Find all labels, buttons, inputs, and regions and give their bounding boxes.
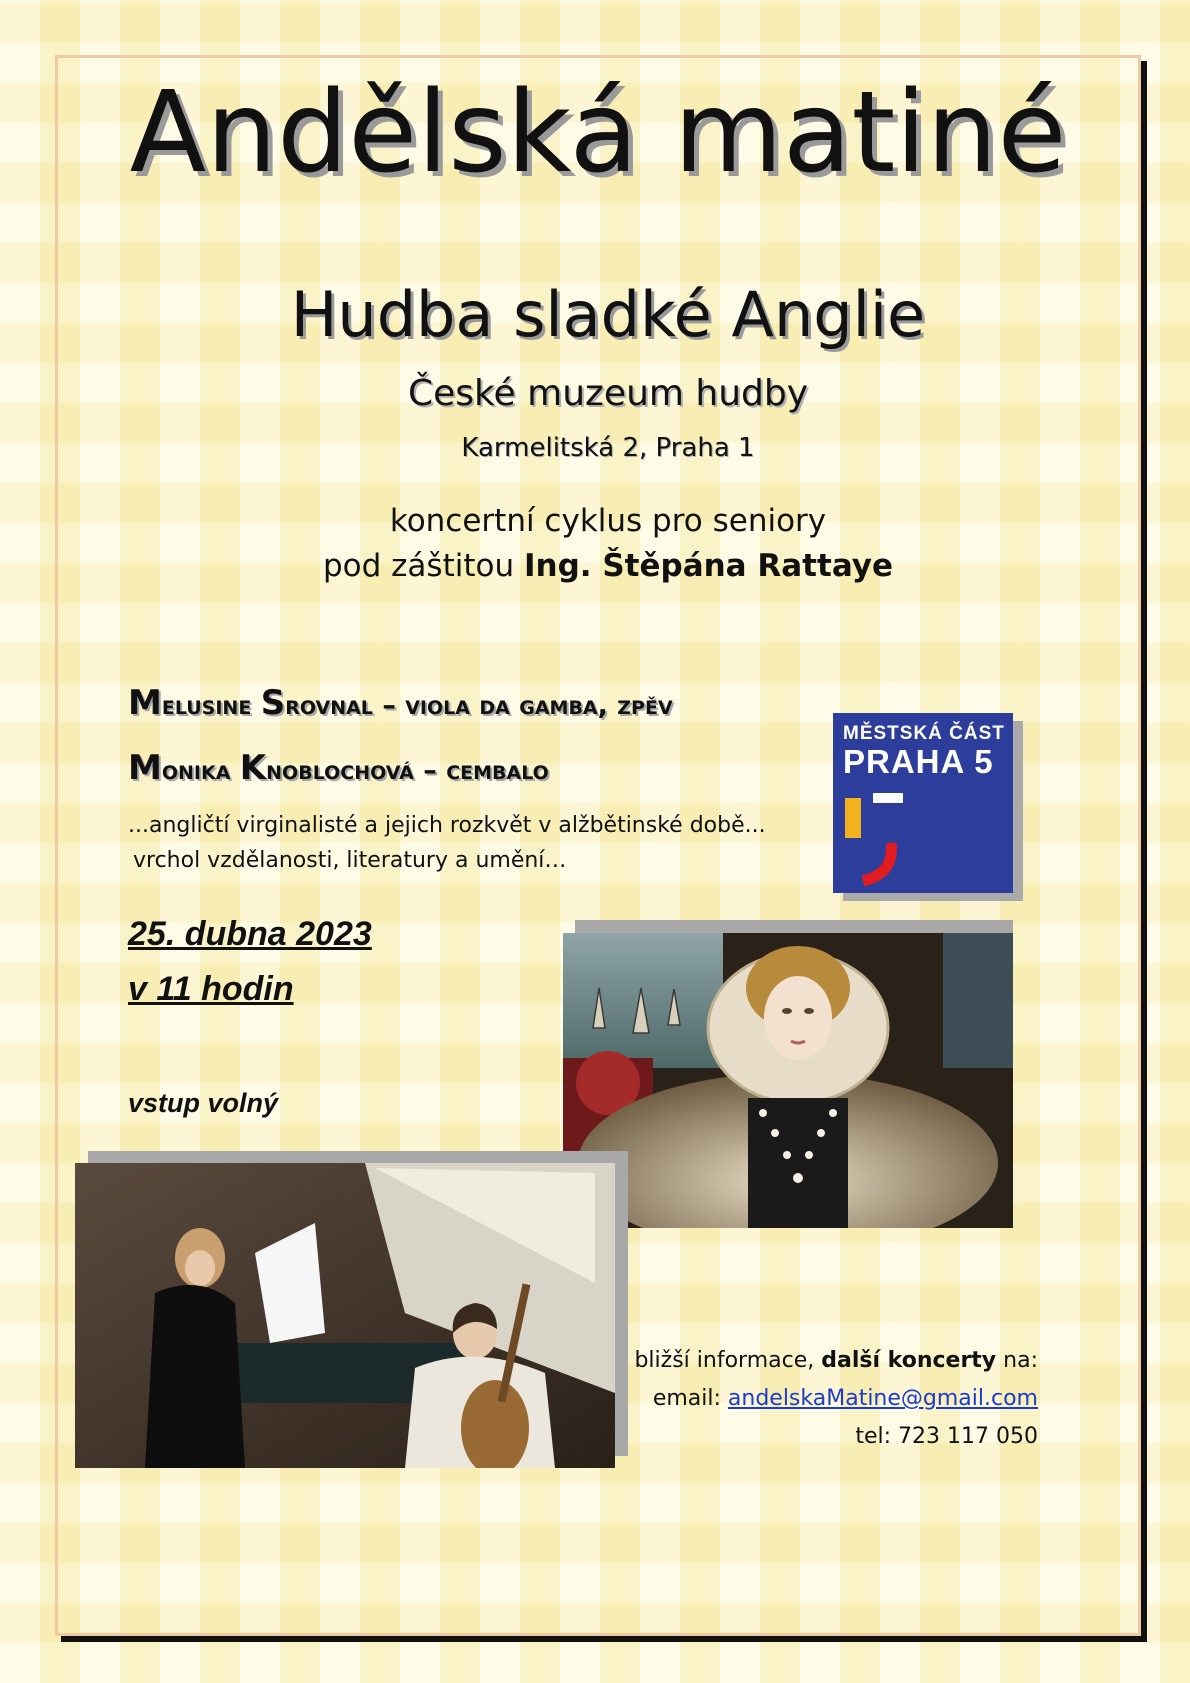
venue-name: České muzeum hudby [407, 373, 809, 414]
praha5-logo [833, 713, 1013, 893]
patron-prefix: pod záštitou [322, 548, 515, 584]
patron-line [58, 548, 1158, 584]
performers-photo [75, 1163, 615, 1468]
venue-address: Karmelitská 2, Praha 1 [461, 433, 755, 463]
patron-name: Ing. Štěpána Rattaye [523, 548, 894, 584]
contact-info-line: bližší informace, další koncerty na: [634, 1348, 1038, 1373]
concert-time: v 11 hodin [128, 970, 294, 1008]
poster-title: Andělská matiné [129, 68, 1067, 198]
queen-portrait-image [563, 933, 1013, 1228]
poster-frame [55, 55, 1141, 1636]
concert-date: 25. dubna 2023 [128, 915, 372, 953]
entry-info: vstup volný [128, 1088, 279, 1118]
series-description: koncertní cyklus pro seniory [389, 503, 827, 539]
contact-phone: tel: 723 117 050 [855, 1424, 1038, 1449]
email-link[interactable]: andelskaMatine@gmail.com [727, 1386, 1038, 1411]
logo-text-line1: MĚSTSKÁ ČÁST [843, 723, 1005, 744]
logo-mark-icon [833, 713, 1013, 893]
performer-1: Melusine Srovnal – viola da gamba, zpěv [128, 683, 673, 723]
performer-2: Monika Knoblochová – cembalo [128, 748, 549, 788]
program-description-2: vrchol vzdělanosti, literatury a umění… [133, 848, 567, 873]
contact-email-line: email: andelskaMatine@gmail.com [652, 1386, 1038, 1411]
poster-subtitle: Hudba sladké Anglie [290, 278, 926, 351]
logo-text-line2: PRAHA 5 [843, 743, 994, 780]
program-description-1: ...angličtí virginalisté a jejich rozkvět v alžbětinské době... [128, 813, 766, 838]
